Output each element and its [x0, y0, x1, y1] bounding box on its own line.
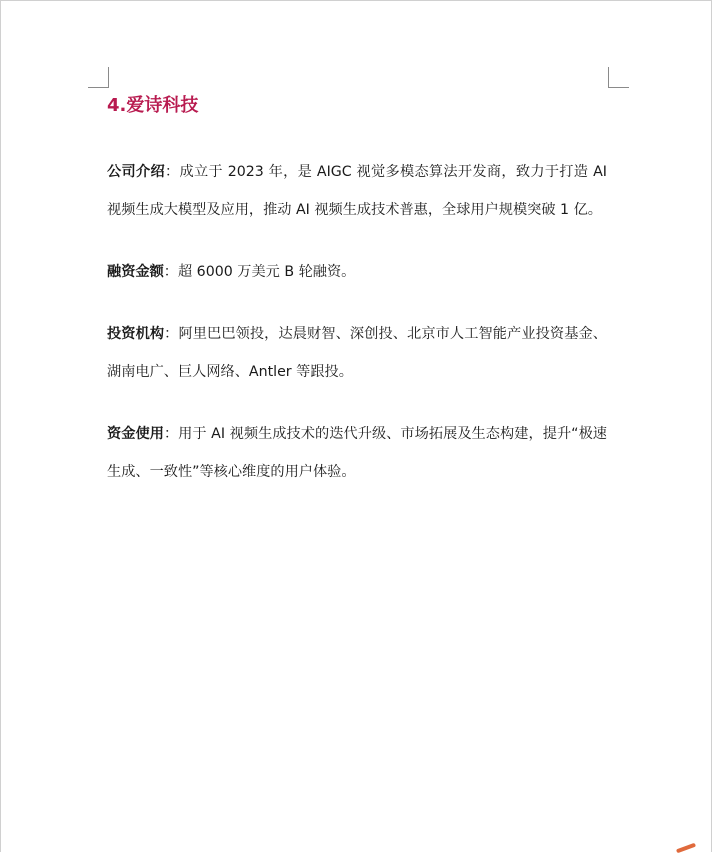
- paragraph-label: 公司介绍: [107, 164, 165, 180]
- paragraph-funding-amount: [107, 253, 607, 291]
- paragraph-text: 用于 AI 视频生成技术的迭代升级、市场拓展及生态构建，提升“极速生成、一致性”等核心维度的用户体验。: [107, 426, 607, 480]
- document-body: [107, 94, 607, 515]
- paragraph-separator: ：: [164, 326, 179, 342]
- paragraph-separator: ：: [163, 264, 178, 280]
- top-left-margin-mark: [88, 67, 109, 88]
- section-heading: 4.爱诗科技: [107, 95, 199, 116]
- paragraph-label: 投资机构: [107, 326, 165, 342]
- paragraph-separator: ：: [164, 164, 180, 180]
- paragraph-text: 超 6000 万美元 B 轮融资。: [177, 264, 356, 280]
- paragraph-label: 融资金额: [107, 264, 164, 280]
- paragraph-company-intro: [107, 153, 607, 229]
- paragraph-label: 资金使用: [107, 426, 164, 442]
- paragraph-fund-usage: [107, 415, 607, 491]
- paragraph-text: 阿里巴巴领投，达晨财智、深创投、北京市人工智能产业投资基金、湖南电广、巨人网络、Antler 等跟投。: [107, 326, 607, 380]
- paragraph-investors: [107, 315, 607, 391]
- paragraph-text: 成立于 2023 年，是 AIGC 视觉多模态算法开发商，致力于打造 AI 视频生成大模型及应用，推动 AI 视频生成技术普惠，全球用户规模突破 1 亿。: [107, 164, 607, 218]
- paragraph-separator: ：: [163, 426, 179, 442]
- top-right-margin-mark: [608, 67, 629, 88]
